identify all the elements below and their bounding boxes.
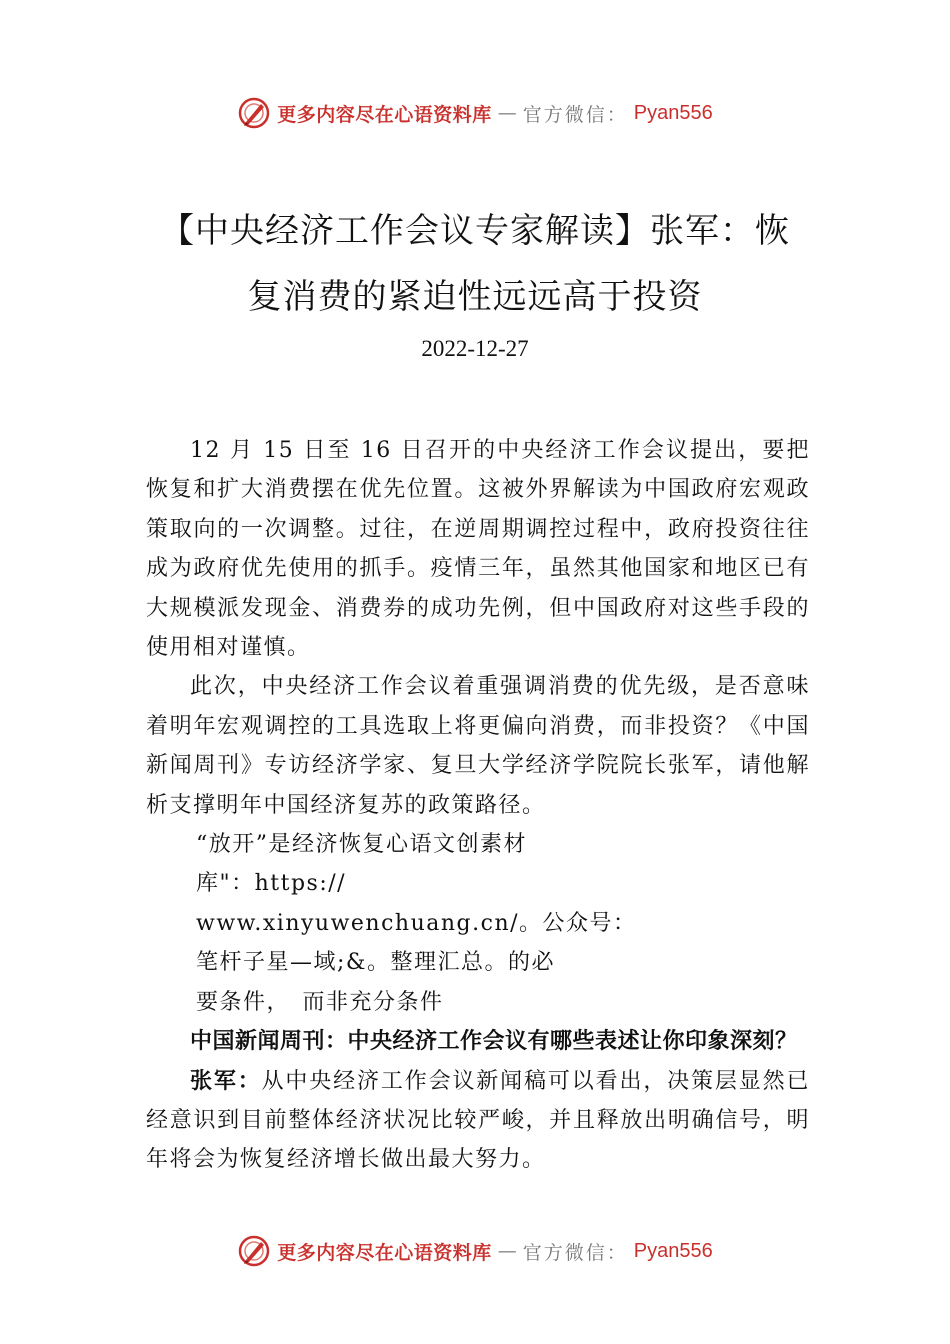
paragraph-2: 此次，中央经济工作会议着重强调消费的优先级，是否意味着明年宏观调控的工具选取上将更偏向消费，而非投资？《中国新闻周刊》专访经济学家、复旦大学经济学院院长张军，请他解析支撑明年中国经济复苏的政策路径。 (146, 674, 810, 818)
article-body (146, 431, 810, 1180)
answer-text: 从中央经济工作会议新闻稿可以看出，决策层显然已经意识到目前整体经济状况比较严峻，并且释放出明确信号，明年将会为恢复经济增长做出最大努力。 (146, 1068, 810, 1173)
footer-watermark (0, 1234, 950, 1268)
title-line-2: 复消费的紧迫性远远高于投资 (247, 277, 703, 317)
promo-line-5: 要条件， 而非充分条件 (196, 989, 444, 1015)
quill-logo-icon (237, 96, 271, 130)
watermark-dash: — (497, 1240, 517, 1262)
promo-line-4: 笔杆子星—域;&。整理汇总。的必 (196, 950, 555, 976)
interview-question: 中国新闻周刊：中央经济工作会议有哪些表述让你印象深刻？ (190, 1029, 798, 1055)
watermark-text: 更多内容尽在心语资料库 (277, 103, 492, 126)
interview-answer (146, 1062, 810, 1180)
watermark-dash: — (497, 102, 517, 124)
paragraph-1: 12 月 15 日至 16 日召开的中央经济工作会议提出，要把恢复和扩大消费摆在优先位置。这被外界解读为中国政府宏观政策取向的一次调整。过往，在逆周期调控过程中，政府投资往往成为政府优先使用的抓手。疫情三年，虽然其他国家和地区已有大规模派发现金、消费券的成功先例，但中国政府对这些手段的使用相对谨慎。 (146, 438, 810, 661)
watermark-label: 官方微信： (522, 1241, 628, 1264)
answer-speaker: 张军： (190, 1068, 262, 1094)
promo-line-1: “放开”是经济恢复心语文创素材 (196, 832, 527, 858)
title-line-1: 【中央经济工作会议专家解读】张军：恢 (160, 211, 790, 251)
article-date: 2022-12-27 (421, 336, 529, 361)
article-title (100, 198, 850, 330)
header-watermark (0, 96, 950, 130)
promo-line-3: www.xinyuwenchuang.cn/。公众号： (196, 910, 637, 936)
watermark-wechat-id: Pyan556 (633, 101, 713, 124)
watermark-wechat-id: Pyan556 (633, 1239, 713, 1262)
watermark-label: 官方微信： (522, 103, 628, 126)
promo-line-2: 库"：https:// (196, 871, 347, 897)
quill-logo-icon (237, 1234, 271, 1268)
watermark-text: 更多内容尽在心语资料库 (277, 1241, 492, 1264)
promo-block (146, 825, 637, 1022)
